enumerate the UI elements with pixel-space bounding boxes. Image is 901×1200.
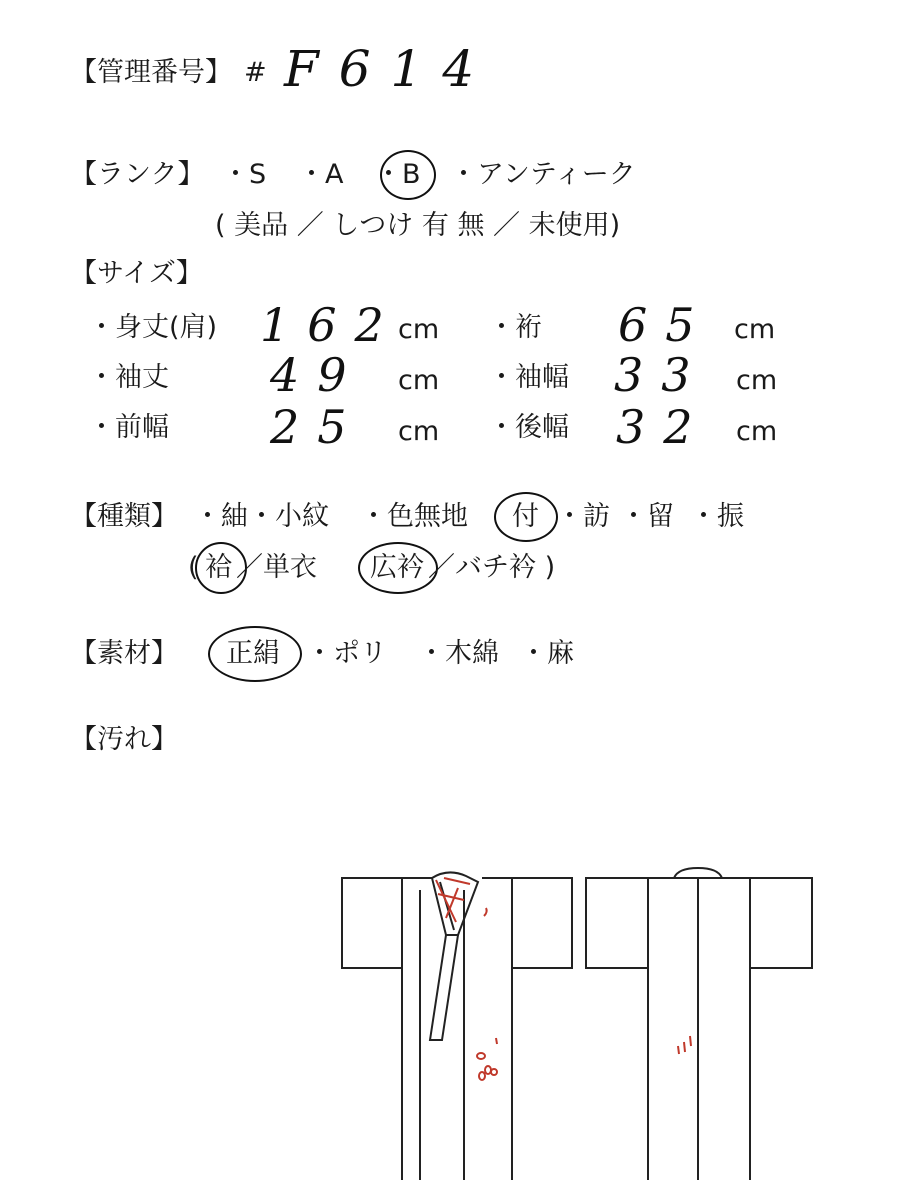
type-option-furisode: ・振 bbox=[690, 501, 744, 532]
size-value-maehaba: 25 bbox=[270, 400, 365, 454]
size-label-ushirohaba: ・後幅 bbox=[488, 412, 569, 443]
size-unit-sodetake: cm bbox=[398, 365, 440, 396]
size-unit-ushirohaba: cm bbox=[736, 416, 778, 447]
stain-label: 【汚れ】 bbox=[70, 724, 178, 755]
lining-open-paren: ( bbox=[188, 552, 199, 583]
size-value-yuki: 65 bbox=[618, 298, 713, 352]
collar-rest: ／バチ衿 ) bbox=[428, 552, 556, 583]
material-option-linen: ・麻 bbox=[520, 638, 574, 669]
size-unit-sodehaba: cm bbox=[736, 365, 778, 396]
size-unit-maehaba: cm bbox=[398, 416, 440, 447]
type-option-komon: ・小紋 bbox=[248, 501, 329, 532]
size-label-yuki: ・裄 bbox=[488, 312, 542, 343]
rank-option-antique: ・アンティーク bbox=[450, 159, 636, 190]
size-value-mitake: 162 bbox=[260, 298, 402, 352]
rank-option-s: ・S bbox=[222, 159, 267, 190]
rank-option-a: ・A bbox=[298, 159, 344, 190]
type-option-tomesode: ・留 bbox=[620, 501, 674, 532]
management-label: 【管理番号】 bbox=[70, 57, 232, 88]
lining-rest: ／単衣 bbox=[236, 552, 317, 583]
material-option-cotton: ・木綿 bbox=[418, 638, 499, 669]
material-label: 【素材】 bbox=[70, 638, 178, 669]
size-unit-yuki: cm bbox=[734, 314, 776, 345]
collar-selected: 広衿 bbox=[370, 552, 424, 583]
lining-selected: 袷 bbox=[205, 552, 232, 583]
size-unit-mitake: cm bbox=[398, 314, 440, 345]
material-selected: 正絹 bbox=[226, 638, 280, 669]
material-selected-circle bbox=[208, 626, 302, 682]
type-label: 【種類】 bbox=[70, 501, 178, 532]
material-option-poly: ・ポリ bbox=[306, 638, 387, 669]
hash-symbol: # bbox=[244, 57, 267, 88]
size-label-maehaba: ・前幅 bbox=[88, 412, 169, 443]
kimono-back-diagram bbox=[582, 860, 822, 1190]
size-label-sodehaba: ・袖幅 bbox=[488, 362, 569, 393]
rank-conditions: ( 美品 ／ しつけ 有 無 ／ 未使用) bbox=[215, 210, 621, 241]
type-option-homongi: ・訪 bbox=[556, 501, 610, 532]
size-value-ushirohaba: 32 bbox=[616, 400, 711, 454]
size-value-sodetake: 49 bbox=[270, 348, 365, 402]
type-option-tsukesage: 付 bbox=[512, 501, 539, 532]
size-label-sodetake: ・袖丈 bbox=[88, 362, 169, 393]
management-number: F614 bbox=[284, 40, 495, 98]
kimono-front-diagram bbox=[338, 860, 578, 1190]
rank-option-b: ・B bbox=[375, 159, 421, 190]
type-option-tsumugi: ・紬 bbox=[194, 501, 248, 532]
size-value-sodehaba: 33 bbox=[614, 348, 709, 402]
type-option-iromuji: ・色無地 bbox=[360, 501, 468, 532]
type-selected-circle bbox=[494, 492, 558, 542]
rank-selected-circle bbox=[380, 150, 436, 200]
rank-label: 【ランク】 bbox=[70, 159, 205, 190]
size-label-mitake: ・身丈(肩) bbox=[88, 312, 218, 343]
size-label: 【サイズ】 bbox=[70, 258, 203, 289]
collar-selected-circle bbox=[358, 542, 438, 594]
